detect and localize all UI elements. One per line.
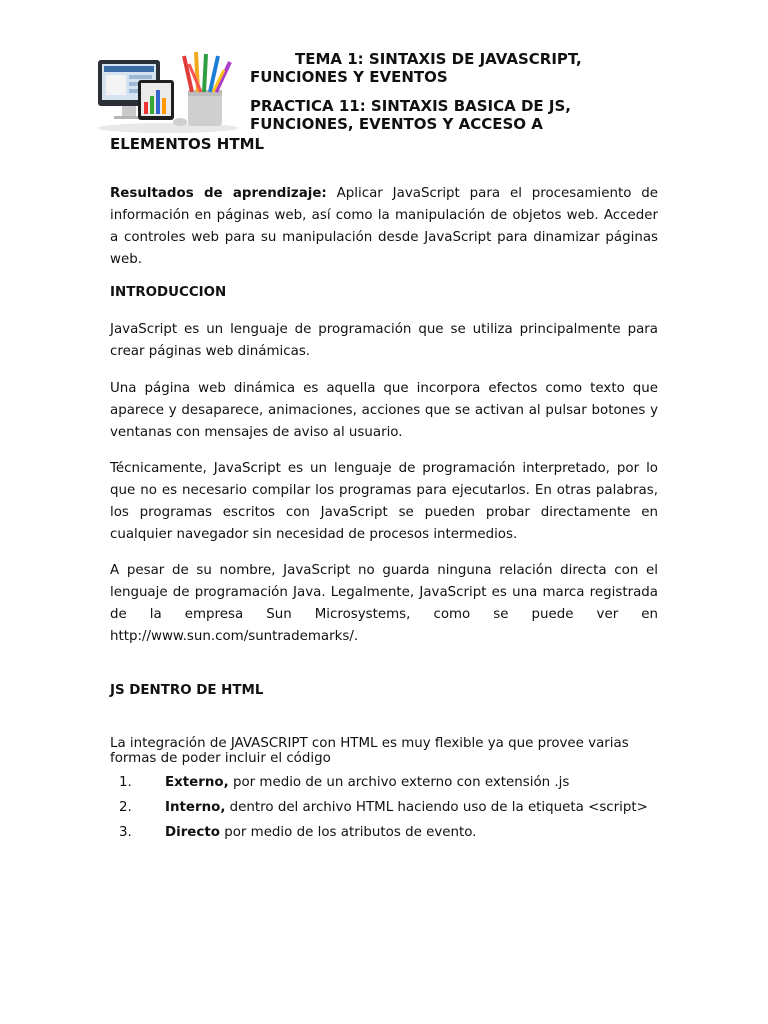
intro-paragraph-4: A pesar de su nombre, JavaScript no guarda ninguna relación directa con el lenguaje de programación Java. Legalmente, JavaScript es una marca registrada de la empresa Sun Microsystems, como se puede ver en http://www.sun.com/suntrademarks/. bbox=[110, 563, 658, 644]
list-item-number: 3. bbox=[119, 825, 132, 840]
list-item-number: 1. bbox=[119, 775, 132, 790]
integration-methods-list bbox=[110, 774, 670, 849]
list-item-text: por medio de un archivo externo con extensión .js bbox=[228, 775, 570, 790]
practice-title-line3: ELEMENTOS HTML bbox=[110, 135, 265, 153]
learning-outcomes-label: Resultados de aprendizaje: bbox=[110, 186, 327, 201]
js-html-heading: JS DENTRO DE HTML bbox=[110, 683, 264, 698]
topic-title-line2: FUNCIONES Y EVENTOS bbox=[250, 68, 448, 86]
list-item bbox=[110, 774, 670, 799]
list-item-bold: Interno, bbox=[165, 800, 226, 815]
js-html-intro: La integración de JAVASCRIPT con HTML es muy flexible ya que provee varias formas de poder incluir el código bbox=[110, 736, 629, 766]
learning-outcomes-paragraph bbox=[110, 183, 658, 271]
list-item-text: por medio de los atributos de evento. bbox=[219, 825, 477, 840]
practice-title-line1: PRACTICA 11: SINTAXIS BASICA DE JS, bbox=[250, 97, 571, 115]
practice-title bbox=[250, 97, 670, 133]
intro-paragraph-2: Una página web dinámica es aquella que incorpora efectos como texto que aparece y desaparece, animaciones, acciones que se activan al pulsar botones y ventanas con mensajes de aviso al usuario. bbox=[110, 381, 658, 440]
list-item-number: 2. bbox=[119, 800, 132, 815]
list-item-bold: Externo, bbox=[165, 775, 229, 790]
list-item-text: dentro del archivo HTML haciendo uso de la etiqueta <script> bbox=[225, 800, 648, 815]
topic-title bbox=[250, 50, 670, 86]
list-item bbox=[110, 799, 670, 824]
list-item bbox=[110, 824, 670, 849]
intro-paragraph-1: JavaScript es un lenguaje de programación que se utiliza principalmente para crear páginas web dinámicas. bbox=[110, 322, 658, 359]
topic-title-line1: TEMA 1: SINTAXIS DE JAVASCRIPT, bbox=[295, 50, 582, 68]
learning-outcomes-text: Aplicar JavaScript para el procesamiento de información en páginas web, así como la manipulación de objetos web. Acceder a controles web para su manipulación desde JavaScript para dinamizar páginas web. bbox=[110, 186, 658, 267]
intro-paragraph-3: Técnicamente, JavaScript es un lenguaje de programación interpretado, por lo que no es necesario compilar los programas para ejecutarlos. En otras palabras, los programas escritos con JavaScript se pueden probar directamente en cualquier navegador sin necesidad de procesos intermedios. bbox=[110, 461, 658, 542]
list-item-bold: Directo bbox=[165, 825, 220, 840]
computer-and-pencils-logo bbox=[88, 50, 240, 134]
intro-heading: INTRODUCCION bbox=[110, 285, 227, 300]
practice-title-line2: FUNCIONES, EVENTOS Y ACCESO A bbox=[250, 115, 543, 133]
